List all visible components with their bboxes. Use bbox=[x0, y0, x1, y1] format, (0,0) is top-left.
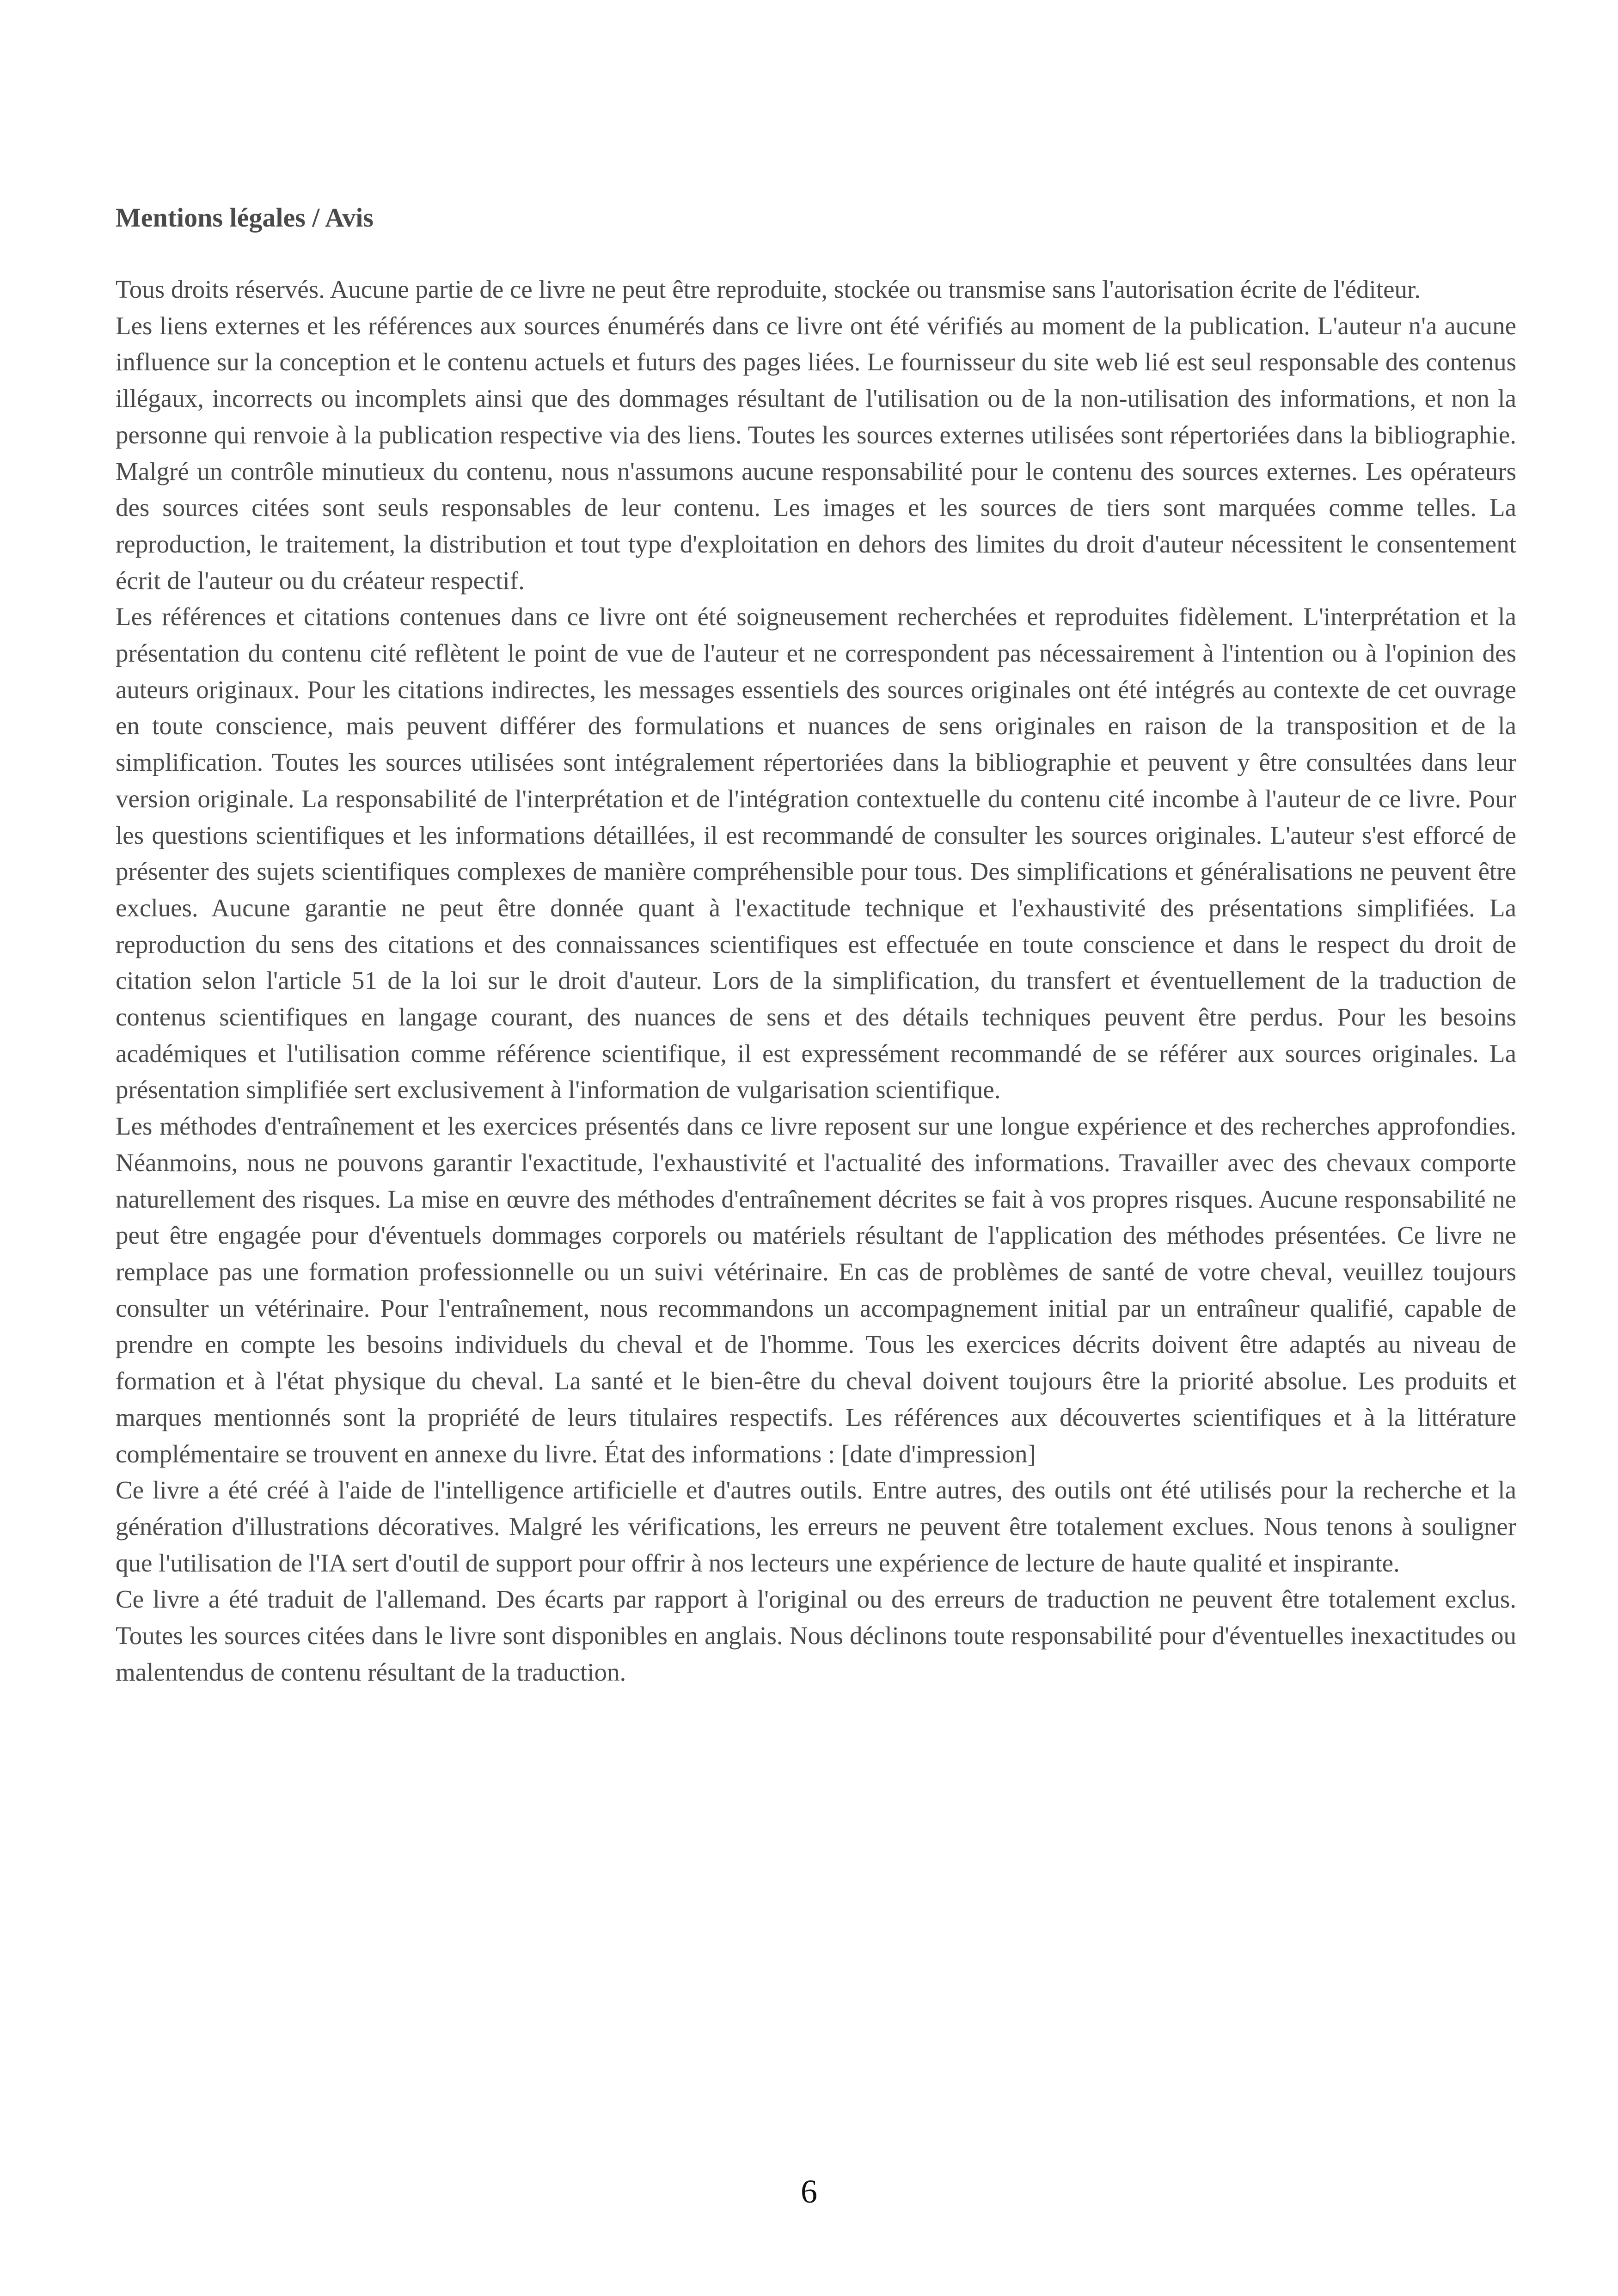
paragraph-external-links: Les liens externes et les références aux sources énumérés dans ce livre ont été vérifiés au moment de la publication. L'auteur n'a aucune influence sur la conception et le contenu actuels et futurs des pages liées. Le fournisseur du site web lié est seul responsable des contenus illégaux, incorrects ou incomplets ainsi que des dommages résultant de l'utilisation ou de la non-utilisation des informations, et non la personne qui renvoie à la publication respective via des liens. Toutes les sources externes utilisées sont répertoriées dans la bibliographie. Malgré un contrôle minutieux du contenu, nous n'assumons aucune responsabilité pour le contenu des sources externes. Les opérateurs des sources citées sont seuls responsables de leur contenu. Les images et les sources de tiers sont marquées comme telles. La reproduction, le traitement, la distribution et tout type d'exploitation en dehors des limites du droit d'auteur nécessitent le consentement écrit de l'auteur ou du créateur respectif. bbox=[116, 311, 1516, 595]
paragraph-translation: Ce livre a été traduit de l'allemand. Des écarts par rapport à l'original ou des erreurs de traduction ne peuvent être totalement exclus. Toutes les sources citées dans le livre sont disponibles en anglais. Nous déclinons toute responsabilité pour d'éventuelles inexactitudes ou malentendus de contenu résultant de la traduction. bbox=[116, 1585, 1516, 1686]
page-number: 6 bbox=[801, 2173, 817, 2210]
paragraph-ai-tools: Ce livre a été créé à l'aide de l'intelligence artificielle et d'autres outils. Entre autres, des outils ont été utilisés pour la recherche et la génération d'illustrations décoratives. Malgré les vérifications, les erreurs ne peuvent être totalement exclues. Nous tenons à souligner que l'utilisation de l'IA sert d'outil de support pour offrir à nos lecteurs une expérience de lecture de haute qualité et inspirante. bbox=[116, 1476, 1516, 1577]
paragraph-citations: Les références et citations contenues dans ce livre ont été soigneusement recherchées et reproduites fidèlement. L'interprétation et la présentation du contenu cité reflètent le point de vue de l'auteur et ne correspondent pas nécessairement à l'intention ou à l'opinion des auteurs originaux. Pour les citations indirectes, les messages essentiels des sources originales ont été intégrés au contexte de cet ouvrage en toute conscience, mais peuvent différer des formulations et nuances de sens originales en raison de la transposition et de la simplification. Toutes les sources utilisées sont intégralement répertoriées dans la bibliographie et peuvent y être consultées dans leur version originale. La responsabilité de l'interprétation et de l'intégration contextuelle du contenu cité incombe à l'auteur de ce livre. Pour les questions scientifiques et les informations détaillées, il est recommandé de consulter les sources originales. L'auteur s'est efforcé de présenter des sujets scientifiques complexes de manière compréhensible pour tous. Des simplifications et généralisations ne peuvent être exclues. Aucune garantie ne peut être donnée quant à l'exactitude technique et l'exhaustivité des présentations simplifiées. La reproduction du sens des citations et des connaissances scientifiques est effectuée en toute conscience et dans le respect du droit de citation selon l'article 51 de la loi sur le droit d'auteur. Lors de la simplification, du transfert et éventuellement de la traduction de contenus scientifiques en langage courant, des nuances de sens et des détails techniques peuvent être perdus. Pour les besoins académiques et l'utilisation comme référence scientifique, il est expressément recommandé de se référer aux sources originales. La présentation simplifiée sert exclusivement à l'information de vulgarisation scientifique. bbox=[116, 602, 1516, 1104]
paragraph-copyright: Tous droits réservés. Aucune partie de ce livre ne peut être reproduite, stockée ou transmise sans l'autorisation écrite de l'éditeur. bbox=[116, 275, 1421, 303]
paragraph-training-methods: Les méthodes d'entraînement et les exercices présentés dans ce livre reposent sur une longue expérience et des recherches approfondies. Néanmoins, nous ne pouvons garantir l'exactitude, l'exhaustivité et l'actualité des informations. Travailler avec des chevaux comporte naturellement des risques. La mise en œuvre des méthodes d'entraînement décrites se fait à vos propres risques. Aucune responsabilité ne peut être engagée pour d'éventuels dommages corporels ou matériels résultant de l'application des méthodes présentées. Ce livre ne remplace pas une formation professionnelle ou un suivi vétérinaire. En cas de problèmes de santé de votre cheval, veuillez toujours consulter un vétérinaire. Pour l'entraînement, nous recommandons un accompagnement initial par un entraîneur qualifié, capable de prendre en compte les besoins individuels du cheval et de l'homme. Tous les exercices décrits doivent être adaptés au niveau de formation et à l'état physique du cheval. La santé et le bien-être du cheval doivent toujours être la priorité absolue. Les produits et marques mentionnés sont la propriété de leurs titulaires respectifs. Les références aux découvertes scientifiques et à la littérature complémentaire se trouvent en annexe du livre. État des informations : [date d'impression] bbox=[116, 1112, 1516, 1468]
page-content bbox=[116, 196, 1516, 1690]
page-heading: Mentions légales / Avis bbox=[116, 203, 374, 233]
